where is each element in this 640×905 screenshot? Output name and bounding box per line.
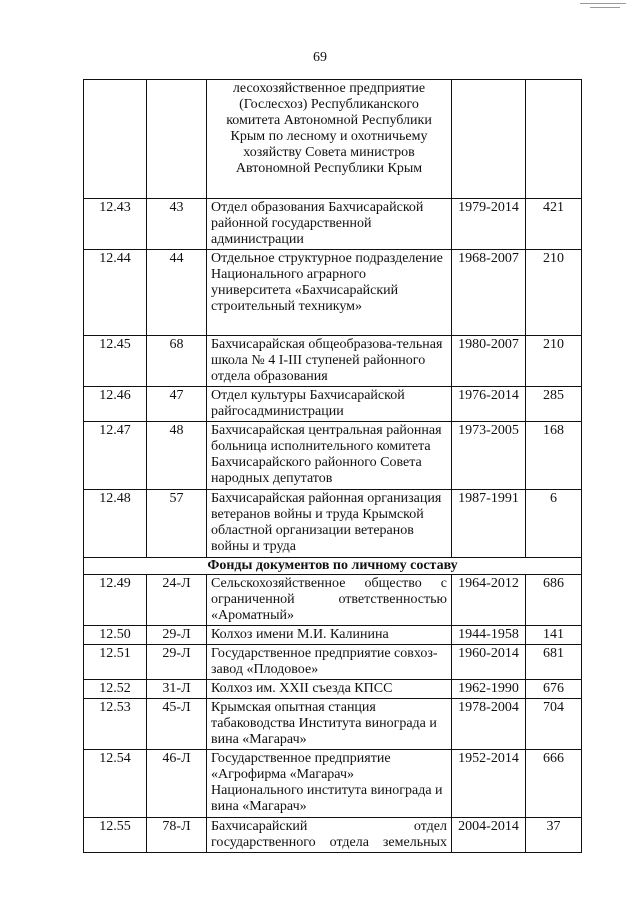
cell-fund-number: [147, 80, 207, 199]
cell-fund-name: Отдельное структурное подразделение Национального аграрного университета «Бахчисарайский строительный техникум»: [207, 250, 452, 336]
corner-scan-mark: [580, 3, 626, 4]
cell-fund-name: Бахчисарайская общеобразова-тельная школа № 4 I-III ступеней районного отдела образования: [207, 336, 452, 387]
cell-fund-number: 78-Л: [147, 818, 207, 853]
cell-row-number: 12.49: [84, 575, 147, 626]
cell-item-count: 210: [526, 250, 582, 336]
cell-item-count: 285: [526, 387, 582, 422]
table-row: [84, 387, 582, 422]
cell-fund-number: 43: [147, 199, 207, 250]
cell-years: 2004-2014: [452, 818, 526, 853]
cell-fund-number: 29-Л: [147, 626, 207, 645]
cell-years: 1978-2004: [452, 699, 526, 750]
table-row: [84, 750, 582, 818]
section-title: Фонды документов по личному составу: [84, 558, 582, 575]
cell-row-number: 12.46: [84, 387, 147, 422]
cell-item-count: 168: [526, 422, 582, 490]
archive-fund-table: [83, 79, 582, 853]
table-row: [84, 250, 582, 336]
cell-row-number: 12.54: [84, 750, 147, 818]
cell-fund-number: 24-Л: [147, 575, 207, 626]
cell-fund-number: 57: [147, 490, 207, 558]
cell-row-number: 12.50: [84, 626, 147, 645]
cell-fund-number: 45-Л: [147, 699, 207, 750]
cell-years: 1960-2014: [452, 645, 526, 680]
cell-item-count: 686: [526, 575, 582, 626]
page-number: 69: [313, 50, 327, 65]
cell-years: 1962-1990: [452, 680, 526, 699]
cell-fund-name: Крымская опытная станция табаководства Института винограда и вина «Магарач»: [207, 699, 452, 750]
cell-fund-name: Бахчисарайская центральная районная больница исполнительного комитета Бахчисарайского районного Совета народных депутатов: [207, 422, 452, 490]
cell-item-count: 681: [526, 645, 582, 680]
cell-years: 1980-2007: [452, 336, 526, 387]
cell-years: 1987-1991: [452, 490, 526, 558]
cell-row-number: 12.45: [84, 336, 147, 387]
cell-item-count: 141: [526, 626, 582, 645]
cell-fund-name: Государственное предприятие «Агрофирма «Магарач» Национального института винограда и вина «Магарач»: [207, 750, 452, 818]
table-row: [84, 575, 582, 626]
cell-years: 1952-2014: [452, 750, 526, 818]
cell-fund-name: лесохозяйственное предприятие (Гослесхоз) Республиканского комитета Автономной Республики Крым по лесному и охотничьему хозяйству Совета министров Автономной Республики Крым: [207, 80, 452, 199]
table-row: [84, 680, 582, 699]
cell-item-count: 210: [526, 336, 582, 387]
cell-years: 1976-2014: [452, 387, 526, 422]
cell-fund-number: 47: [147, 387, 207, 422]
cell-fund-number: 29-Л: [147, 645, 207, 680]
corner-scan-mark: [590, 7, 620, 8]
cell-row-number: 12.43: [84, 199, 147, 250]
cell-fund-name: Колхоз имени М.И. Калинина: [207, 626, 452, 645]
cell-item-count: 421: [526, 199, 582, 250]
cell-fund-number: 31-Л: [147, 680, 207, 699]
table-row: [84, 626, 582, 645]
cell-years: 1968-2007: [452, 250, 526, 336]
cell-row-number: 12.53: [84, 699, 147, 750]
table-row: [84, 699, 582, 750]
cell-fund-name: Отдел образования Бахчисарайской районной государственной администрации: [207, 199, 452, 250]
cell-years: 1944-1958: [452, 626, 526, 645]
cell-years: 1979-2014: [452, 199, 526, 250]
cell-fund-number: 46-Л: [147, 750, 207, 818]
cell-row-number: 12.44: [84, 250, 147, 336]
cell-years: [452, 80, 526, 199]
cell-fund-number: 44: [147, 250, 207, 336]
cell-item-count: 6: [526, 490, 582, 558]
cell-fund-number: 68: [147, 336, 207, 387]
table-row: [84, 422, 582, 490]
cell-item-count: 666: [526, 750, 582, 818]
cell-row-number: [84, 80, 147, 199]
cell-fund-name: Сельскохозяйственное общество с ограниченной ответственностью «Ароматный»: [207, 575, 452, 626]
table-row: [84, 818, 582, 853]
cell-item-count: 704: [526, 699, 582, 750]
cell-fund-name: Бахчисарайская районная организация ветеранов войны и труда Крымской областной организации ветеранов войны и труда: [207, 490, 452, 558]
cell-years: 1973-2005: [452, 422, 526, 490]
cell-row-number: 12.48: [84, 490, 147, 558]
cell-fund-number: 48: [147, 422, 207, 490]
cell-row-number: 12.52: [84, 680, 147, 699]
cell-fund-name: Бахчисарайский отдел государственного отдела земельных: [207, 818, 452, 853]
table-row-continuation: [84, 80, 582, 199]
cell-item-count: 676: [526, 680, 582, 699]
cell-row-number: 12.47: [84, 422, 147, 490]
table-row: [84, 490, 582, 558]
table-row: [84, 645, 582, 680]
cell-row-number: 12.51: [84, 645, 147, 680]
section-header-row: [84, 558, 582, 575]
cell-row-number: 12.55: [84, 818, 147, 853]
cell-years: 1964-2012: [452, 575, 526, 626]
cell-fund-name: Колхоз им. XXII съезда КПСС: [207, 680, 452, 699]
table-row: [84, 336, 582, 387]
cell-fund-name: Отдел культуры Бахчисарайской райгосадминистрации: [207, 387, 452, 422]
table-row: [84, 199, 582, 250]
cell-item-count: [526, 80, 582, 199]
cell-fund-name: Государственное предприятие совхоз-завод «Плодовое»: [207, 645, 452, 680]
cell-item-count: 37: [526, 818, 582, 853]
